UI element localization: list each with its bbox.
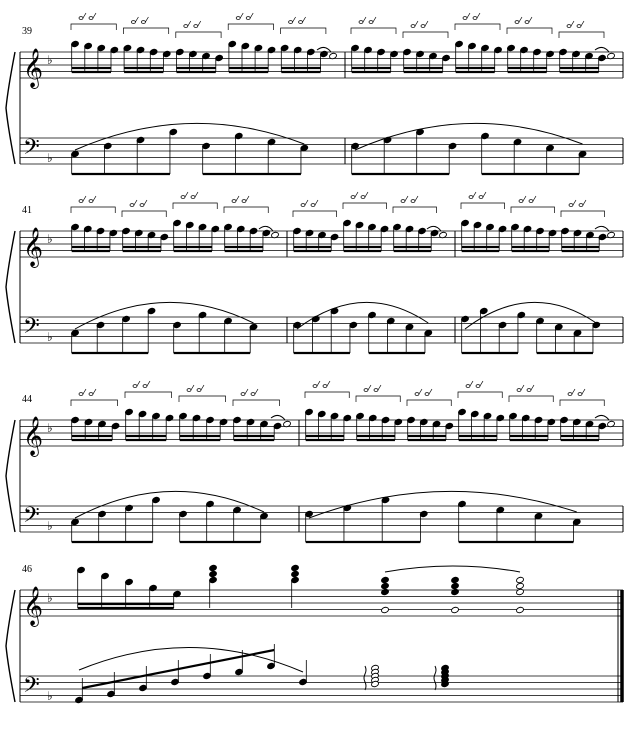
- grace-note-bracket: [233, 389, 280, 406]
- treble-figure: [461, 192, 616, 251]
- grace-note-bracket: [305, 381, 349, 398]
- treble-figure: [71, 381, 292, 440]
- bass-clef-icon: 𝄢: [23, 673, 40, 703]
- grace-note-bracket: [281, 17, 326, 34]
- grace-note-bracket: [509, 385, 553, 402]
- treble-clef-icon: 𝄞: [23, 586, 44, 626]
- treble-figure: [351, 13, 616, 72]
- flat-icon: ♭: [47, 232, 53, 246]
- system-46: [6, 564, 623, 704]
- treble-figure: [77, 564, 525, 613]
- treble-figure: [71, 13, 338, 72]
- flat-icon: ♭: [47, 421, 53, 435]
- measure-number: 39: [22, 26, 32, 37]
- grace-note-bracket: [511, 196, 555, 213]
- bass-staff: [20, 138, 623, 164]
- bass-arpeggio: [71, 302, 258, 353]
- grace-note-bracket: [461, 192, 505, 209]
- bass-arpeggio: [71, 491, 269, 542]
- bass-clef-icon: 𝄢: [23, 314, 40, 344]
- grace-note-bracket: [71, 389, 118, 406]
- tie: [385, 566, 520, 572]
- grace-note-bracket: [71, 196, 115, 213]
- treble-clef-icon: 𝄞: [23, 227, 44, 267]
- grace-note-bracket: [343, 192, 387, 209]
- flat-icon: ♭: [47, 591, 53, 605]
- system-44: [6, 381, 623, 542]
- grand-staff-brace: [6, 231, 15, 343]
- grace-note-bracket: [393, 196, 437, 213]
- bass-chord: [364, 664, 379, 690]
- flat-icon: ♭: [47, 151, 53, 165]
- measure-number: 46: [22, 564, 32, 575]
- flat-icon: ♭: [47, 53, 53, 67]
- score-systems: [6, 13, 623, 704]
- flat-icon: ♭: [47, 689, 53, 703]
- bass-arpeggio: [351, 123, 587, 174]
- treble-clef-icon: 𝄞: [23, 48, 44, 88]
- bass-arpeggio: [461, 302, 601, 353]
- bass-arpeggio: [293, 302, 433, 353]
- tie: [595, 226, 609, 231]
- treble-figure: [305, 381, 616, 440]
- grace-note-bracket: [507, 17, 552, 34]
- tie: [595, 47, 609, 52]
- bass-staff: [20, 676, 623, 702]
- flat-icon: ♭: [47, 330, 53, 344]
- arpeggio-icon: [434, 666, 436, 690]
- bass-clef-icon: 𝄢: [23, 135, 40, 165]
- grace-note-bracket: [228, 13, 273, 30]
- treble-figure: [293, 192, 448, 251]
- grace-note-bracket: [407, 389, 451, 406]
- flat-icon: ♭: [47, 519, 53, 533]
- grace-note-bracket: [458, 381, 502, 398]
- tie: [595, 415, 609, 420]
- treble-figure: [71, 192, 280, 251]
- grace-note-bracket: [71, 13, 116, 30]
- grace-note-bracket: [559, 21, 604, 38]
- tie: [271, 415, 285, 420]
- grand-staff-brace: [6, 52, 15, 164]
- bass-arpeggio: [75, 644, 450, 704]
- bass-staff: [20, 506, 623, 532]
- grace-note-bracket: [179, 385, 226, 402]
- slur: [465, 302, 596, 329]
- grace-note-bracket: [224, 196, 268, 213]
- system-41: [6, 192, 623, 353]
- grand-staff-brace: [6, 420, 15, 532]
- grace-note-bracket: [122, 200, 166, 217]
- system-39: [6, 13, 623, 174]
- grace-note-bracket: [125, 381, 172, 398]
- measure-number: 44: [22, 394, 32, 405]
- grand-staff-brace: [6, 590, 15, 702]
- grace-note-bracket: [176, 21, 221, 38]
- grace-note-bracket: [403, 21, 448, 38]
- grace-note-bracket: [351, 17, 396, 34]
- grace-note-bracket: [455, 13, 500, 30]
- grace-note-bracket: [293, 200, 337, 217]
- grace-note-bracket: [356, 385, 400, 402]
- grace-note-bracket: [173, 192, 217, 209]
- grace-note-bracket: [123, 17, 168, 34]
- treble-staff: [20, 420, 623, 446]
- grace-note-bracket: [560, 389, 604, 406]
- arpeggio-icon: [364, 666, 366, 690]
- treble-clef-icon: 𝄞: [23, 416, 44, 456]
- bass-chord: [434, 664, 449, 690]
- bass-arpeggio: [305, 491, 581, 542]
- bass-arpeggio: [71, 123, 309, 174]
- bass-staff: [20, 317, 623, 343]
- bass-clef-icon: 𝄢: [23, 503, 40, 533]
- grace-note-bracket: [561, 200, 605, 217]
- measure-number: 41: [22, 205, 32, 216]
